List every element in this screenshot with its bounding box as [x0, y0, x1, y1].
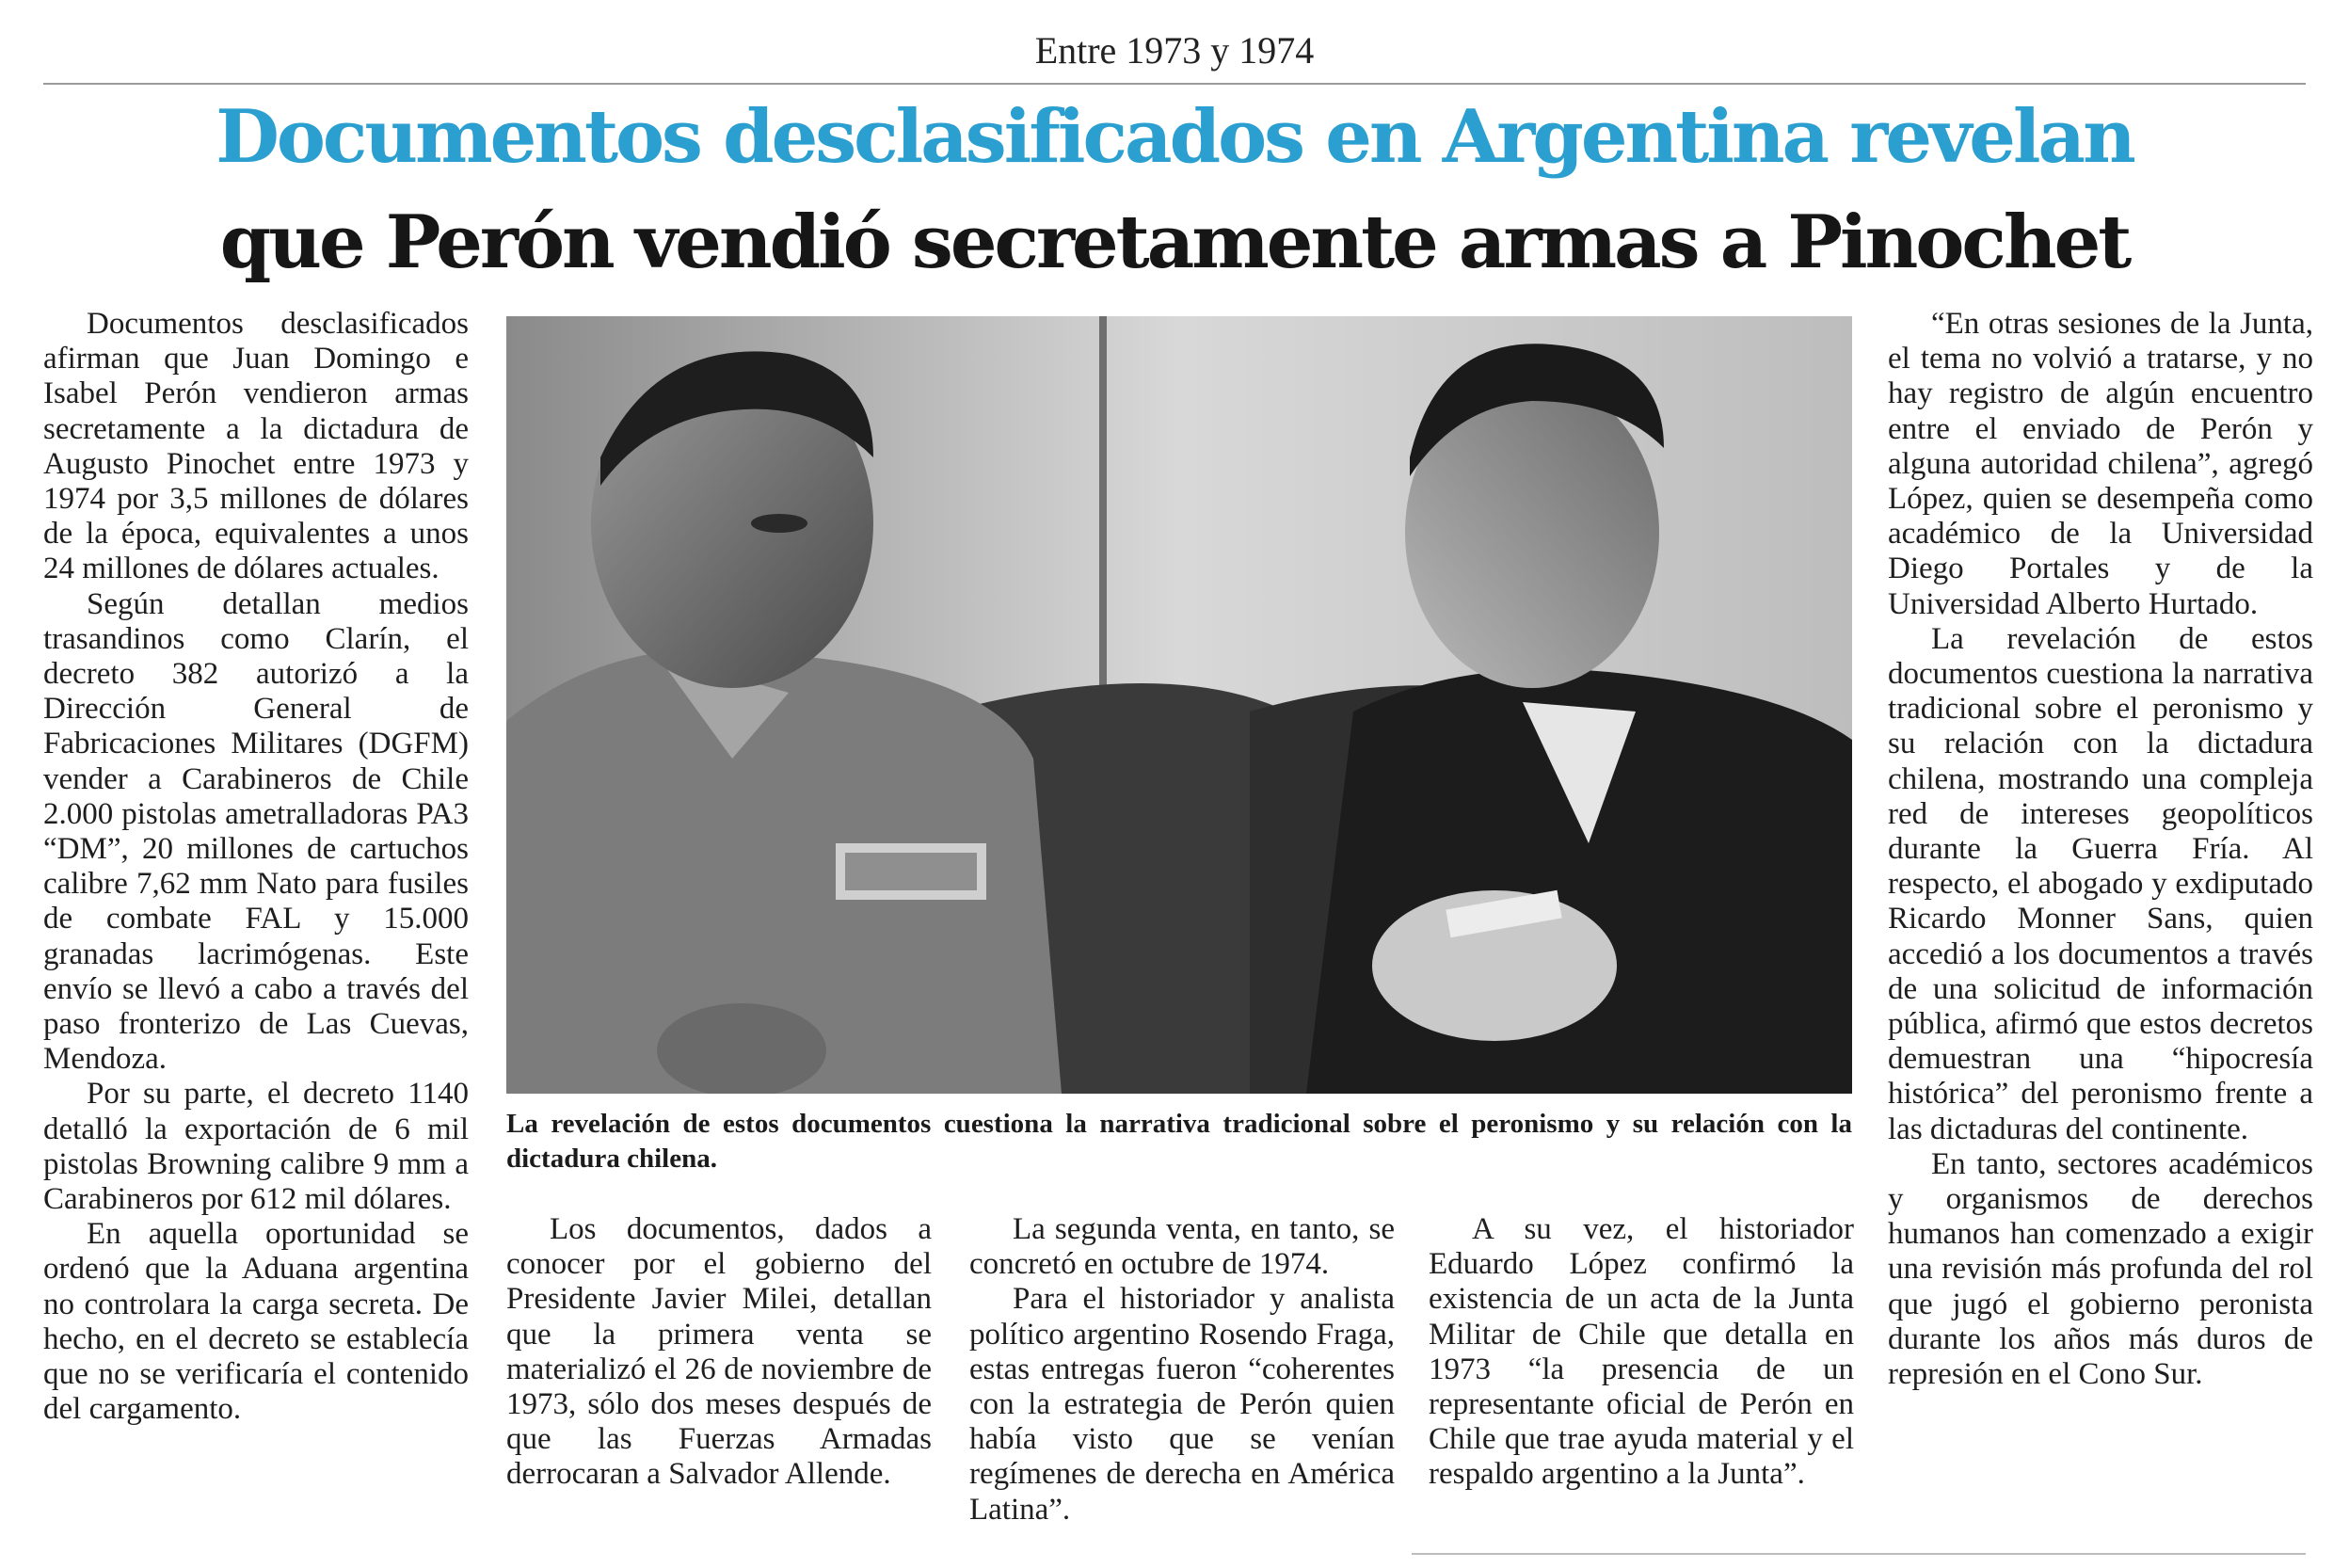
- paragraph: En aquella oportunidad se ordenó que la Aduana argentina no controlara la carga secreta. De hecho, en el decreto se establecía que no se verificaría el contenido del cargamento.: [43, 1217, 469, 1427]
- headline-line-1: Documentos desclasificados en Argentina revelan: [216, 94, 2133, 180]
- headline-line-2: que Perón vendió secretamente armas a Pinochet: [219, 200, 2130, 285]
- paragraph: Los documentos, dados a conocer por el gobierno del Presidente Javier Milei, detallan que la primera venta se materializó el 26 de noviembre de 1973, sólo dos meses después de que las Fuerzas Armadas derrocaran a Salvador Allende.: [506, 1212, 932, 1492]
- paragraph: “En otras sesiones de la Junta, el tema no volvió a tratarse, y no hay registro de algún encuentro entre el enviado de Perón y alguna autoridad chilena”, agregó López, quien se desempeña como académico de la Universidad Diego Portales y de la Universidad Alberto Hurtado.: [1888, 307, 2313, 621]
- article-column-left: [43, 307, 469, 1428]
- paragraph: Por su parte, el decreto 1140 detalló la exportación de 6 mil pistolas Browning calibre 9 mm a Carabineros por 612 mil dólares.: [43, 1077, 469, 1217]
- paragraph: La revelación de estos documentos cuestiona la narrativa tradicional sobre el peronismo y su relación con la dictadura chilena, mostrando una compleja red de intereses geopolíticos durante la Guerra Fría. Al respecto, el abogado y exdiputado Ricardo Monner Sans, quien accedió a los documentos a través de una solicitud de información pública, afirmó que estos decretos demuestran una “hipocresía histórica” del peronismo frente a las dictaduras del continente.: [1888, 621, 2313, 1146]
- photo-caption: La revelación de estos documentos cuestiona la narrativa tradicional sobre el peronismo y su relación con la dictadura chilena.: [506, 1109, 1852, 1174]
- bottom-divider: [1412, 1553, 2306, 1555]
- paragraph: Para el historiador y analista político argentino Rosendo Fraga, estas entregas fueron “coherentes con la estrategia de Perón quien había visto que se venían regímenes de derecha en América Latina”.: [969, 1282, 1395, 1527]
- article-column-right: [1888, 307, 2313, 1392]
- paragraph: A su vez, el historiador Eduardo López confirmó la existencia de un acta de la Junta Militar de Chile que detalla en 1973 “la presencia de un representante oficial de Perón en Chile que trae ayuda material y el respaldo argentino a la Junta”.: [1429, 1212, 1854, 1492]
- article-kicker: Entre 1973 y 1974: [1034, 29, 1315, 72]
- paragraph: Según detallan medios trasandinos como Clarín, el decreto 382 autorizó a la Dirección General de Fabricaciones Militares (DGFM) vender a Carabineros de Chile 2.000 pistolas ametralladoras PA3 “DM”, 20 millones de cartuchos calibre 7,62 mm Nato para fusiles de combate FAL y 15.000 granadas lacrimógenas. Este envío se llevó a cabo a través del paso fronterizo de Las Cuevas, Mendoza.: [43, 586, 469, 1077]
- article-column-bottom-1: [506, 1212, 932, 1493]
- news-photo: [506, 316, 1852, 1094]
- photo-illustration: [506, 316, 1852, 1094]
- paragraph: Documentos desclasificados afirman que Juan Domingo e Isabel Perón vendieron armas secretamente a la dictadura de Augusto Pinochet entre 1973 y 1974 por 3,5 millones de dólares de la época, equivalentes a unos 24 millones de dólares actuales.: [43, 307, 469, 586]
- article-column-bottom-3: [1429, 1212, 1854, 1493]
- paragraph: La segunda venta, en tanto, se concretó en octubre de 1974.: [969, 1212, 1395, 1282]
- paragraph: En tanto, sectores académicos y organismos de derechos humanos han comenzado a exigir una revisión más profunda del rol que jugó el gobierno peronista durante los años más duros de represión en el Cono Sur.: [1888, 1146, 2313, 1392]
- article-column-bottom-2: [969, 1212, 1395, 1528]
- top-divider: [43, 83, 2306, 85]
